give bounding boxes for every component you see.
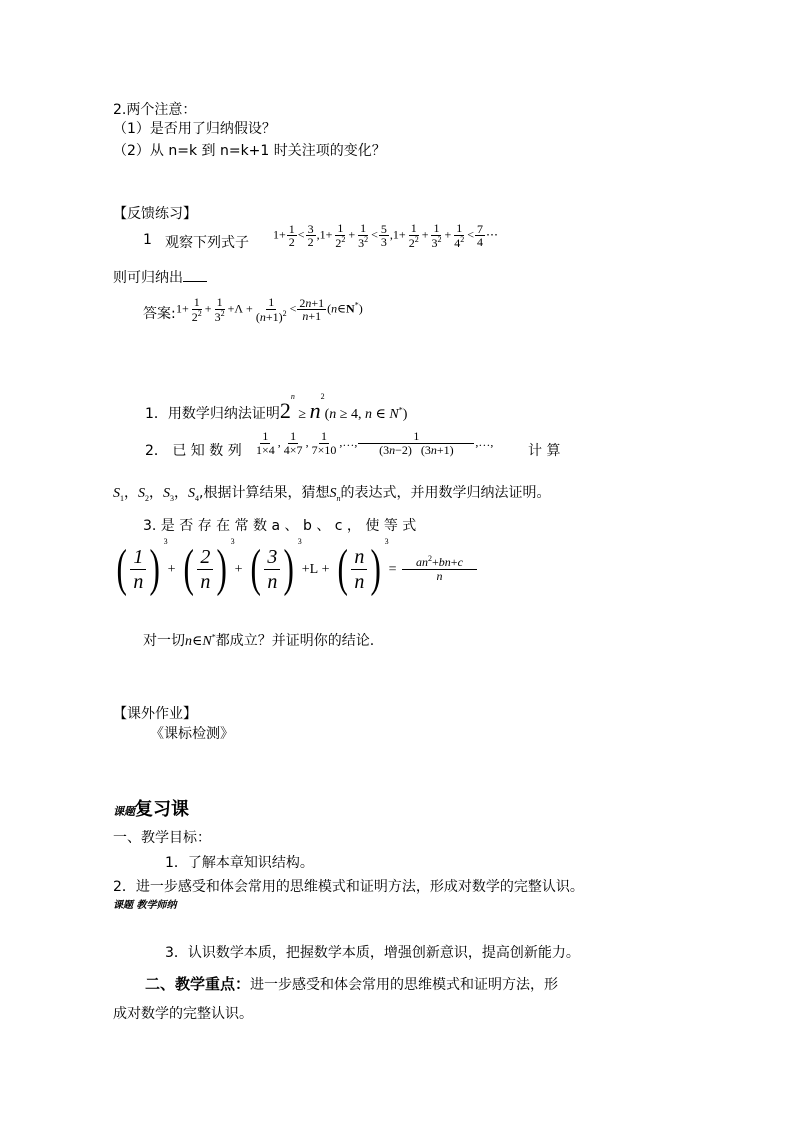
problem-2-suffix: 计 算 bbox=[528, 443, 561, 459]
problem-3-formula: ( $\frac{1}{n}$ ) $^3$+ ( $\frac{2}{n}$ ) $^3$+ ( $\frac{3}{n}$ ) $^3$+L + ( $\frac{n}{n}$ ) $^3$= $\frac{an^2+bn+c}{n}$ bbox=[113, 543, 478, 595]
focus-text: 进一步感受和体会常用的思维模式和证明方法，形 bbox=[250, 977, 559, 993]
problem-2-line2: $S_1$，$S_2$，$S_3$，$S_4$,根据计算结果，猜想$S_n$的表达式，并用数学归纳法证明。 bbox=[113, 485, 551, 503]
focus-heading: 二、教学重点： bbox=[145, 975, 251, 993]
section-title: 2.两个注意： bbox=[113, 102, 197, 118]
lesson-logo: 课题 bbox=[113, 805, 135, 818]
homework-heading: 【课外作业】 bbox=[113, 706, 197, 722]
review-title: 复习课 bbox=[135, 799, 189, 820]
answer-formula: 1+ $\frac{1}{2^2}$ + $\frac{1}{3^2}$ +Λ + $\frac{1}{(n+1)^2}$ < $\frac{2n+1}{n+1}$ (n∈N*) bbox=[176, 295, 363, 324]
problem-1: 1．用数学归纳法证明$2^n \ge n^2(n \ge 4$, n ∈ N*) bbox=[145, 392, 408, 423]
watermark-logo: 课题 教学师纳 bbox=[113, 900, 177, 911]
exercise-1-text: 观察下列式子 bbox=[165, 235, 249, 251]
feedback-heading: 【反馈练习】 bbox=[113, 206, 197, 222]
focus-text-2: 成对数学的完整认识。 bbox=[113, 1006, 253, 1022]
problem-2-label: 2． 已 知 数 列 bbox=[145, 443, 242, 459]
problem-3-end: 对一切n∈N*都成立？并证明你的结论. bbox=[143, 632, 375, 649]
answer-blank bbox=[183, 269, 207, 282]
note-item-1: （1）是否用了归纳假设？ bbox=[113, 121, 276, 137]
problem-3-label: 3. 是 否 存 在 常 数 a 、 b 、 c ， 使 等 式 bbox=[143, 518, 417, 534]
exercise-1-number: 1 bbox=[143, 232, 152, 248]
goal-1: 1．了解本章知识结构。 bbox=[165, 855, 314, 871]
exercise-1-formula: 1+ $\frac{1}{2}$ < $\frac{3}{2}$ ,1+ $\frac{1}{2^2}$ + $\frac{1}{3^2}$ < $\frac{5}{3}$ ,1+ $\frac{1}{2^2}$ + $\frac{1}{3^2}$ + $\frac{1}{4^2}$ < $\frac{7}{4}$ ⋯ bbox=[273, 221, 499, 250]
answer-label: 答案: bbox=[143, 306, 176, 322]
homework-item: 《课标检测》 bbox=[150, 726, 234, 742]
goal-2: 2．进一步感受和体会常用的思维模式和证明方法，形成对数学的完整认识。 bbox=[113, 879, 584, 895]
problem-2-sequence: $\frac{1}{1\times 4}$ , $\frac{1}{4\times 7}$ , $\frac{1}{7\times 10}$ ,…, $\frac{1}{(3n-2) (3n+1)}$ ,…, bbox=[256, 429, 494, 457]
review-title-row bbox=[113, 795, 189, 821]
note-item-2: （2）从 n=k 到 n=k+1 时关注项的变化？ bbox=[113, 143, 386, 159]
goals-heading: 一、教学目标： bbox=[113, 830, 211, 846]
focus-row bbox=[145, 973, 558, 994]
goal-3: 3．认识数学本质，把握数学本质，增强创新意识，提高创新能力。 bbox=[165, 945, 580, 961]
exercise-1-tail: 则可归纳出 bbox=[113, 267, 207, 287]
